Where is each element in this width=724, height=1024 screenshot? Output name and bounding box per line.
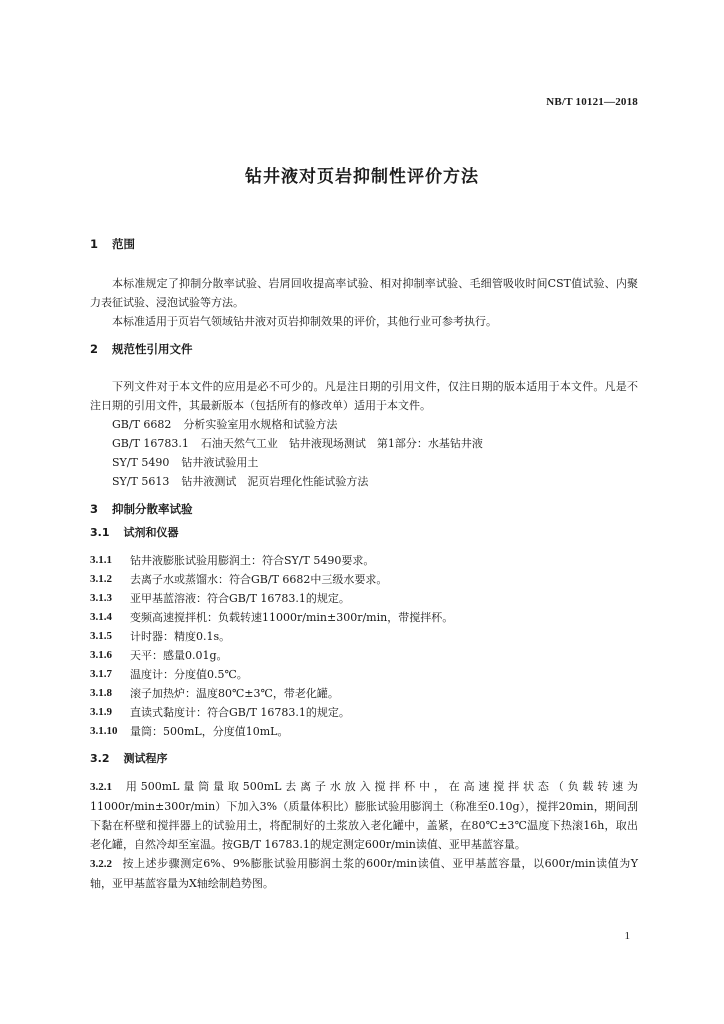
list-item: 3.1.9 直读式黏度计：符合GB/T 16783.1的规定。 bbox=[90, 706, 350, 719]
section-1-heading bbox=[90, 236, 638, 252]
list-item: 3.1.3 亚甲基蓝溶液：符合GB/T 16783.1的规定。 bbox=[90, 592, 350, 605]
section-number: 1 bbox=[90, 237, 99, 251]
list-item: 3.1.1 钻井液膨胀试验用膨润土：符合SY/T 5490要求。 bbox=[90, 554, 375, 567]
section-title: 抑制分散率试验 bbox=[112, 502, 193, 516]
subsection-title: 测试程序 bbox=[123, 752, 168, 765]
section-number: 3 bbox=[90, 502, 99, 516]
section-title: 规范性引用文件 bbox=[112, 342, 193, 356]
paragraph: 本标准规定了抑制分散率试验、岩屑回收提高率试验、相对抑制率试验、毛细管吸收时间CST值试验、内聚力表征试验、浸泡试验等方法。 bbox=[90, 277, 638, 309]
clause: 3.2.1 用500mL量筒量取500mL去离子水放入搅拌杯中，在高速搅拌状态（负载转速为11000r/min±300r/min）下加入3%（质量体积比）膨胀试验用膨润土（称准至0.10g），搅拌20min，期间刮下黏在杯壁和搅拌器上的试验用土，将配制好的土浆放入老化罐中，盖紧，在80℃±3℃温度下热滚16h，取出老化罐，自然冷却至室温。按GB/T 16783.1的规定测定600r/min读值、亚甲基蓝容量。 bbox=[90, 780, 638, 851]
paragraph: 本标准适用于页岩气领域钻井液对页岩抑制效果的评价，其他行业可参考执行。 bbox=[112, 315, 497, 328]
page-number: 1 bbox=[624, 930, 630, 942]
list-item: 3.1.2 去离子水或蒸馏水：符合GB/T 6682中三级水要求。 bbox=[90, 573, 388, 586]
list-item: 3.1.7 温度计：分度值0.5℃。 bbox=[90, 668, 248, 681]
reference-item: SY/T 5613 钻井液测试 泥页岩理化性能试验方法 bbox=[112, 475, 369, 488]
subsection-number: 3.2 bbox=[90, 752, 110, 765]
document-title: 钻井液对页岩抑制性评价方法 bbox=[245, 167, 479, 187]
subsection-title: 试剂和仪器 bbox=[123, 526, 179, 539]
list-item: 3.1.6 天平：感量0.01g。 bbox=[90, 649, 228, 662]
reference-item: SY/T 5490 钻井液试验用土 bbox=[112, 456, 259, 469]
section-2-heading bbox=[90, 341, 638, 357]
reference-item: GB/T 6682 分析实验室用水规格和试验方法 bbox=[112, 418, 338, 431]
section-title: 范围 bbox=[112, 237, 136, 251]
subsection-number: 3.1 bbox=[90, 526, 110, 539]
section-number: 2 bbox=[90, 342, 99, 356]
standard-number: NB/T 10121—2018 bbox=[546, 96, 638, 108]
subsection-3-1-heading bbox=[90, 525, 638, 541]
subsection-3-2-heading bbox=[90, 751, 638, 767]
paragraph: 下列文件对于本文件的应用是必不可少的。凡是注日期的引用文件，仅注日期的版本适用于本文件。凡是不注日期的引用文件，其最新版本（包括所有的修改单）适用于本文件。 bbox=[90, 380, 638, 412]
list-item: 3.1.4 变频高速搅拌机：负载转速11000r/min±300r/min，带搅拌杯。 bbox=[90, 611, 454, 624]
list-item: 3.1.10 量筒：500mL，分度值10mL。 bbox=[90, 725, 289, 738]
reference-item: GB/T 16783.1 石油天然气工业 钻井液现场测试 第1部分：水基钻井液 bbox=[112, 437, 483, 450]
document-body bbox=[90, 236, 638, 893]
list-item: 3.1.5 计时器：精度0.1s。 bbox=[90, 630, 231, 643]
list-item: 3.1.8 滚子加热炉：温度80℃±3℃，带老化罐。 bbox=[90, 687, 339, 700]
clause: 3.2.2 按上述步骤测定6%、9%膨胀试验用膨润土浆的600r/min读值、亚甲基蓝容量，以600r/min读值为Y轴，亚甲基蓝容量为X轴绘制趋势图。 bbox=[90, 857, 638, 890]
section-3-heading bbox=[90, 501, 638, 517]
